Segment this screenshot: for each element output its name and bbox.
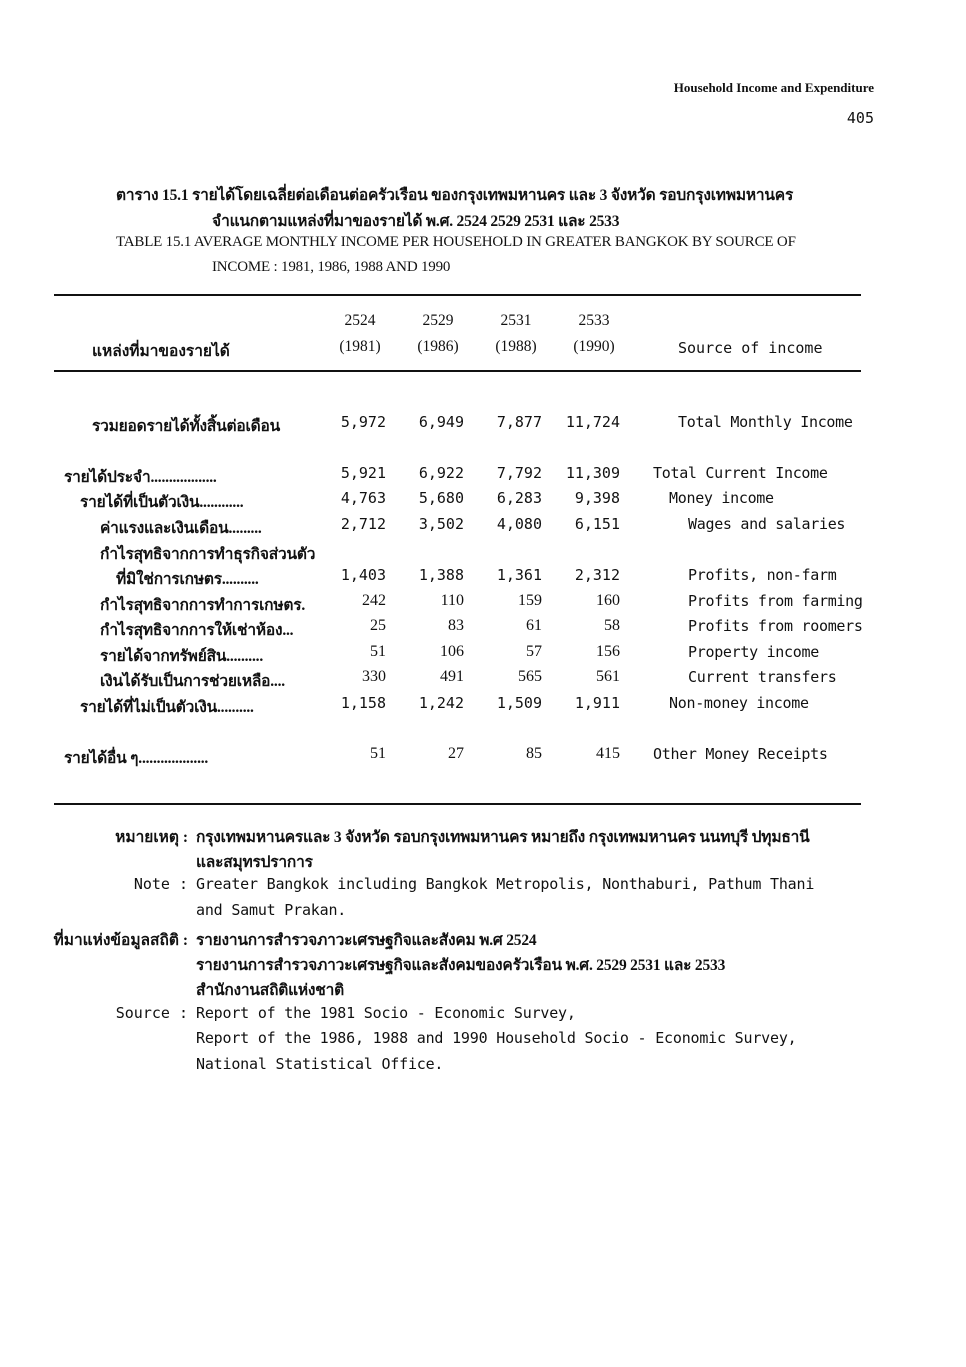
cell-value: 1,158 [340,694,386,712]
column-header-year-be: 2533 [578,312,610,329]
table-row [0,745,966,769]
row-label-thai: รายได้ประจำ.................. [64,469,217,486]
english-source-line: National Statistical Office. [196,1055,444,1073]
cell-value: 106 [440,643,464,660]
table-top-rule [54,294,861,296]
table-row [0,694,966,718]
cell-value: 11,309 [565,464,620,482]
cell-value: 491 [440,668,464,685]
cell-value: 6,922 [418,464,464,482]
thai-note-label: หมายเหตุ : [115,829,188,846]
cell-value: 27 [448,745,464,762]
cell-value: 2,312 [574,566,620,584]
cell-value: 85 [526,745,542,762]
row-label-thai: ค่าแรงและเงินเดือน......... [100,520,262,537]
row-label-thai: กำไรสุทธิจากการทำการเกษตร. [100,597,306,614]
cell-value: 5,921 [340,464,386,482]
thai-title-line-2: จำแนกตามแหล่งที่มาของรายได้ พ.ศ. 2524 2529 2531 และ 2533 [212,213,620,230]
row-label-english: Profits, non-farm [688,566,837,584]
cell-value: 1,509 [496,694,542,712]
table-row [0,464,966,488]
cell-value: 1,403 [340,566,386,584]
row-label-thai: กำไรสุทธิจากการทำธุรกิจส่วนตัว [100,546,316,563]
thai-column-header-source: แหล่งที่มาของรายได้ [92,343,230,360]
cell-value: 1,242 [418,694,464,712]
column-header-year-ce: (1990) [573,338,615,355]
cell-value: 561 [596,668,620,685]
thai-source-line: รายงานการสำรวจภาวะเศรษฐกิจและสังคมของครัวเรือน พ.ศ. 2529 2531 และ 2533 [196,957,726,974]
row-label-english: Non-money income [669,694,809,712]
thai-source-label: ที่มาแห่งข้อมูลสถิติ : [53,932,188,949]
row-label-thai: รายได้ที่เป็นตัวเงิน............ [80,494,244,511]
thai-note-line: กรุงเทพมหานครและ 3 จังหวัด รอบกรุงเทพมหานคร หมายถึง กรุงเทพมหานคร นนทบุรี ปทุมธานี [196,829,810,846]
english-note-line: and Samut Prakan. [196,901,347,919]
cell-value: 330 [362,668,386,685]
cell-value: 7,877 [496,413,542,431]
table-row [0,592,966,616]
cell-value: 565 [518,668,542,685]
cell-value: 9,398 [574,489,620,507]
english-title-line-1: TABLE 15.1 AVERAGE MONTHLY INCOME PER HOUSEHOLD IN GREATER BANGKOK BY SOURCE OF [116,234,796,250]
row-label-thai: รายได้อื่น ๆ................... [64,750,209,767]
thai-note-line: และสมุทรปราการ [196,854,313,871]
row-label-thai: กำไรสุทธิจากการให้เช่าห้อง... [100,622,294,639]
cell-value: 110 [440,592,464,609]
english-source-line: Report of the 1981 Socio - Economic Survey, [196,1004,576,1022]
cell-value: 159 [518,592,542,609]
running-header: Household Income and Expenditure [673,80,874,95]
english-title-line-2: INCOME : 1981, 1986, 1988 AND 1990 [212,259,451,275]
cell-value: 6,283 [496,489,542,507]
english-column-header-source: Source of income [678,339,823,357]
cell-value: 3,502 [418,515,464,533]
cell-value: 6,949 [418,413,464,431]
table-bottom-rule [54,803,861,805]
table-row [0,515,966,539]
row-label-english: Profits from roomers [688,617,863,635]
cell-value: 1,911 [574,694,620,712]
column-header-year-ce: (1986) [417,338,459,355]
row-label-english: Property income [688,643,819,661]
row-label-english: Money income [669,489,774,507]
cell-value: 415 [596,745,620,762]
page-number: 405 [846,109,874,127]
cell-value: 6,151 [574,515,620,533]
row-label-english: Total Monthly Income [678,413,853,431]
row-label-thai: รายได้จากทรัพย์สิน.......... [100,648,263,665]
cell-value: 160 [596,592,620,609]
thai-source-line: รายงานการสำรวจภาวะเศรษฐกิจและสังคม พ.ศ 2524 [196,932,537,949]
thai-source-line: สำนักงานสถิติแห่งชาติ [196,982,344,999]
table-row [0,489,966,513]
column-header-year-be: 2531 [500,312,532,329]
row-label-thai: เงินได้รับเป็นการช่วยเหลือ.... [100,673,285,690]
cell-value: 51 [370,745,386,762]
column-header-year-be: 2524 [344,312,376,329]
row-label-english: Other Money Receipts [653,745,828,763]
cell-value: 242 [362,592,386,609]
cell-value: 4,080 [496,515,542,533]
row-label-thai: ที่มิใช่การเกษตร.......... [116,571,259,588]
cell-value: 83 [448,617,464,634]
row-label-english: Wages and salaries [688,515,846,533]
table-row [0,566,966,590]
row-label-english: Current transfers [688,668,837,686]
cell-value: 58 [604,617,620,634]
english-note-line: Greater Bangkok including Bangkok Metropolis, Nonthaburi, Pathum Thani [196,875,815,893]
cell-value: 57 [526,643,542,660]
cell-value: 1,361 [496,566,542,584]
column-header-year-ce: (1981) [339,338,381,355]
row-label-thai: รวมยอดรายได้ทั้งสิ้นต่อเดือน [92,418,280,435]
cell-value: 156 [596,643,620,660]
cell-value: 11,724 [565,413,620,431]
english-source-label: Source : [115,1004,188,1022]
cell-value: 5,972 [340,413,386,431]
english-note-label: Note : [133,875,188,893]
column-header-year-ce: (1988) [495,338,537,355]
cell-value: 4,763 [340,489,386,507]
thai-title-line-1: ตาราง 15.1 รายได้โดยเฉลี่ยต่อเดือนต่อครัวเรือน ของกรุงเทพมหานคร และ 3 จังหวัด รอบกรุงเทพมหานคร [116,187,794,204]
table-header-rule [54,370,861,372]
row-label-english: Total Current Income [653,464,828,482]
cell-value: 51 [370,643,386,660]
row-label-thai: รายได้ที่ไม่เป็นตัวเงิน.......... [80,699,254,716]
table-row [0,541,966,565]
cell-value: 1,388 [418,566,464,584]
table-row [0,643,966,667]
cell-value: 25 [370,617,386,634]
cell-value: 5,680 [418,489,464,507]
cell-value: 2,712 [340,515,386,533]
english-source-line: Report of the 1986, 1988 and 1990 Household Socio - Economic Survey, [196,1029,797,1047]
cell-value: 61 [526,617,542,634]
cell-value: 7,792 [496,464,542,482]
row-label-english: Profits from farming [688,592,863,610]
column-header-year-be: 2529 [422,312,454,329]
table-row [0,668,966,692]
table-row [0,617,966,641]
table-row [0,413,966,437]
